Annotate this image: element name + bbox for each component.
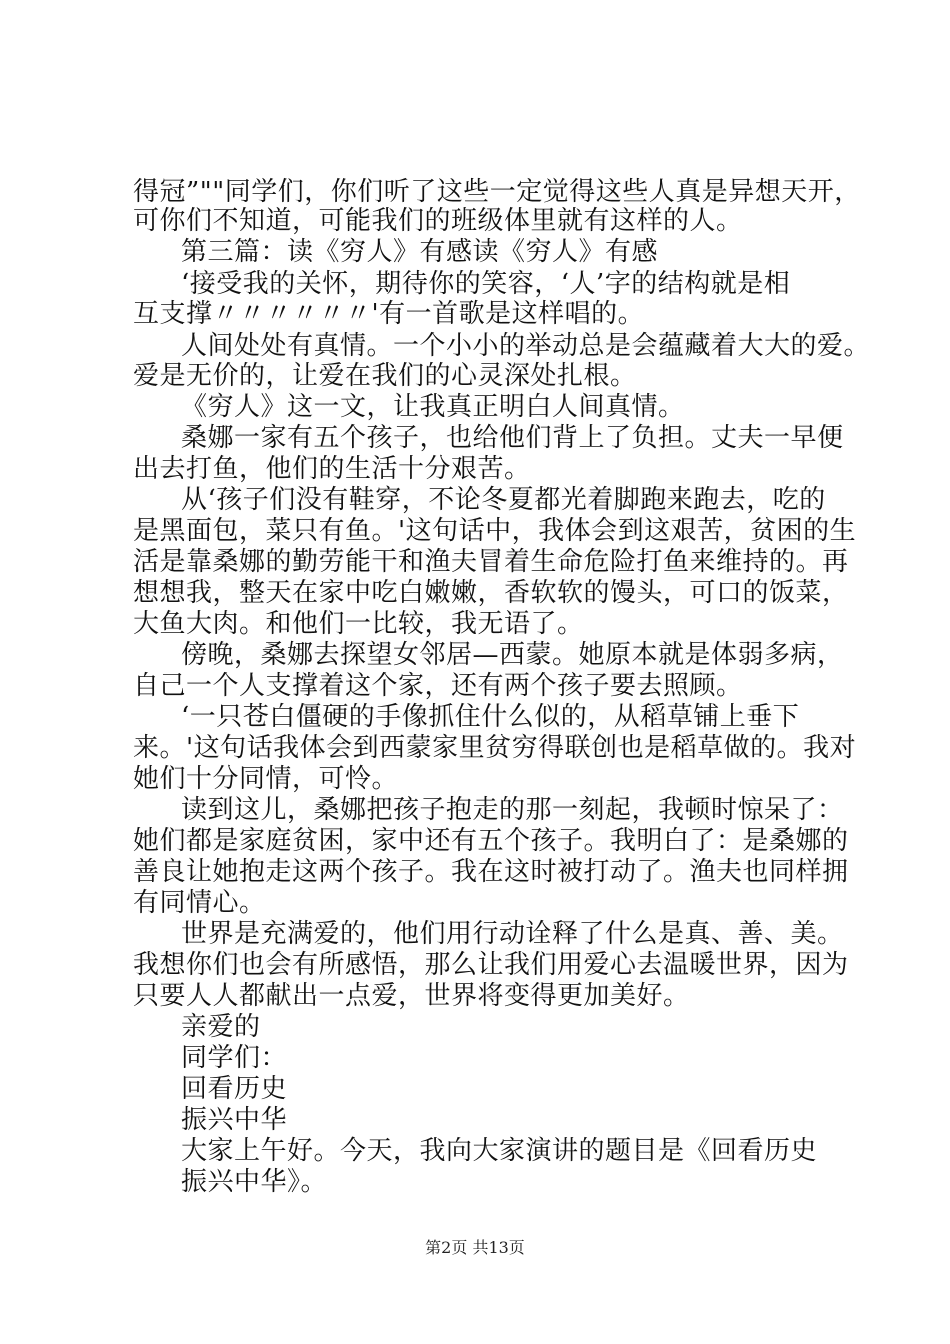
text-line: 可你们不知道，可能我们的班级体里就有这样的人。 [133,206,743,236]
text-line: 她们都是家庭贫困，家中还有五个孩子。我明白了：是桑娜的 [133,826,849,856]
text-line: 人间处处有真情。一个小小的举动总是会蕴藏着大大的爱。 [181,331,871,361]
text-line: 世界是充满爱的，他们用行动诠释了什么是真、善、美。 [181,919,844,949]
text-line: 傍晚，桑娜去探望女邻居—西蒙。她原本就是体弱多病， [181,640,844,670]
text-line: 是黑面包，菜只有鱼。'这句话中，我体会到这艰苦，贫困的生 [133,516,857,546]
text-line: 善良让她抱走这两个孩子。我在这时被打动了。渔夫也同样拥 [133,857,849,887]
text-line: 从‘孩子们没有鞋穿，不论冬夏都光着脚跑来跑去，吃的 [181,485,826,515]
text-line: 我想你们也会有所感悟，那么让我们用爱心去温暖世界，因为 [133,950,849,980]
text-line: 振兴中华》。 [181,1167,328,1197]
text-line: 活是靠桑娜的勤劳能干和渔夫冒着生命危险打鱼来维持的。再 [133,547,849,577]
text-line: 有同情心。 [133,888,266,918]
section-heading: 第三篇：读《穷人》有感读《穷人》有感 [181,237,659,267]
text-line: 她们十分同情，可怜。 [133,764,399,794]
text-line: 互支撑〃〃〃〃〃〃'有一首歌是这样唱的。 [133,299,645,329]
text-line: 出去打鱼，他们的生活十分艰苦。 [133,454,531,484]
text-line: 亲爱的 [181,1012,261,1042]
text-line: 得冠”""同学们，你们听了这些一定觉得这些人真是异想天开， [133,177,861,207]
text-line: 想想我，整天在家中吃白嫩嫩，香软软的馒头，可口的饭菜， [133,578,849,608]
text-line: 读到这儿，桑娜把孩子抱走的那一刻起，我顿时惊呆了： [181,795,844,825]
text-line: ‘接受我的关怀，期待你的笑容，‘人’字的结构就是相 [181,269,791,299]
text-line: 同学们： [181,1043,288,1073]
text-line: 回看历史 [181,1074,288,1104]
text-line: 桑娜一家有五个孩子，也给他们背上了负担。丈夫一早便 [181,423,844,453]
text-line: 爱是无价的，让爱在我们的心灵深处扎根。 [133,361,637,391]
text-line: 振兴中华 [181,1105,288,1135]
page-number-footer: 第2页 共13页 [425,1238,525,1257]
text-line: 来。'这句话我体会到西蒙家里贫穷得联创也是稻草做的。我对 [133,733,857,763]
text-line: 大家上午好。今天，我向大家演讲的题目是《回看历史 [181,1136,818,1166]
text-line: 《穷人》这一文，让我真正明白人间真情。 [181,392,685,422]
text-line: ‘一只苍白僵硬的手像抓住什么似的，从稻草铺上垂下 [181,702,800,732]
text-line: 自己一个人支撑着这个家，还有两个孩子要去照顾。 [133,671,743,701]
text-line: 大鱼大肉。和他们一比较，我无语了。 [133,609,584,639]
text-line: 只要人人都献出一点爱，世界将变得更加美好。 [133,981,690,1011]
